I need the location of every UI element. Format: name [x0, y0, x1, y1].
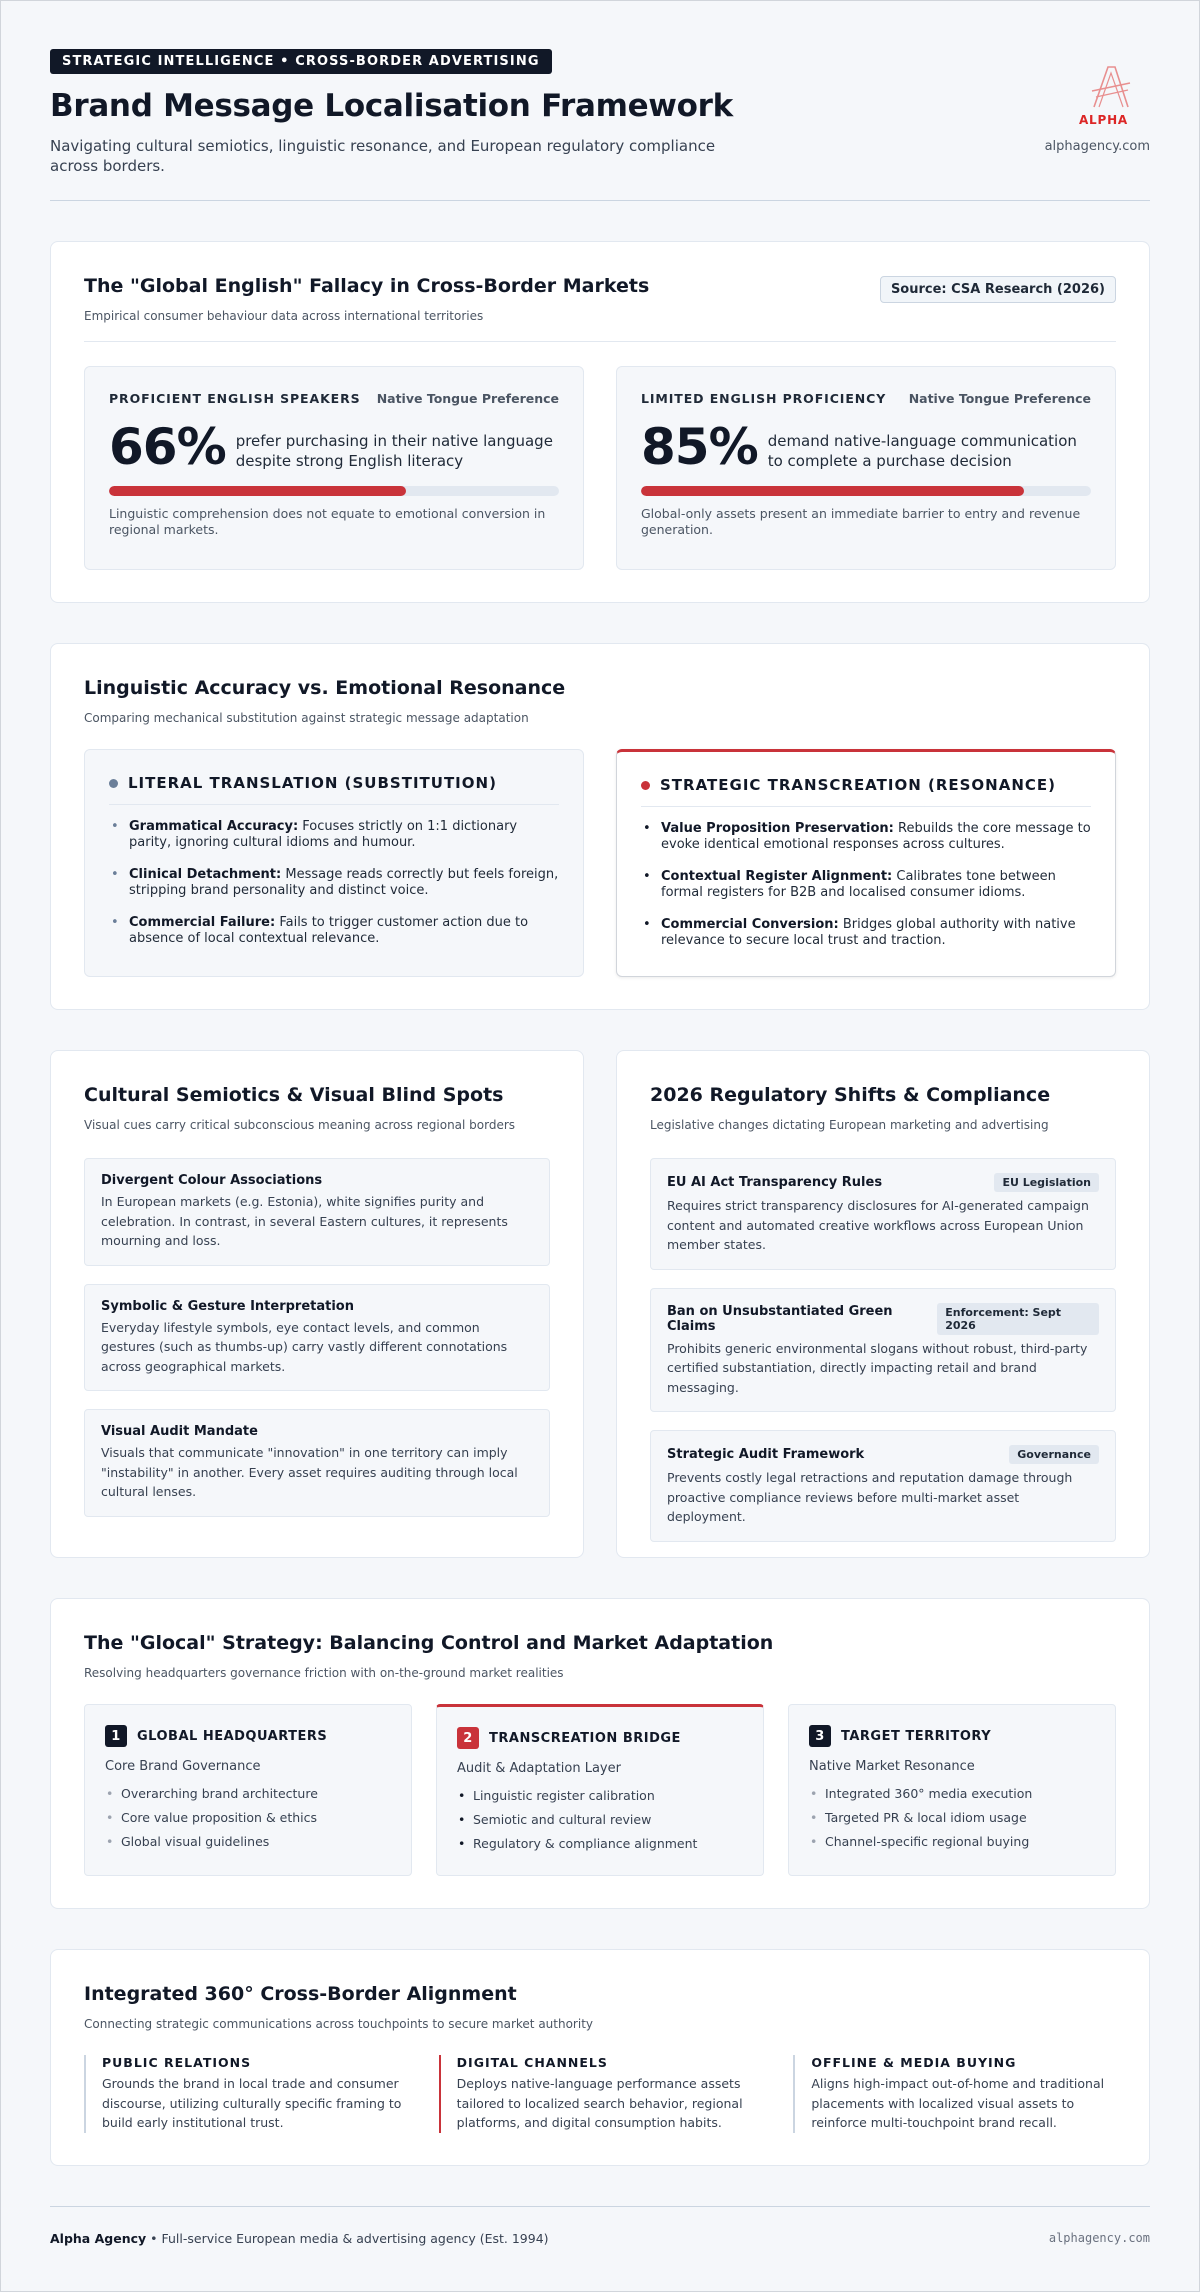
- agency-logo[interactable]: [1020, 63, 1150, 154]
- column-title: TARGET TERRITORY: [841, 1728, 992, 1744]
- regulatory-card: [616, 1050, 1150, 1558]
- info-badge: Governance: [1009, 1445, 1099, 1464]
- stat-description: demand native-language communication to complete a purchase decision: [767, 432, 1077, 470]
- stat-note: Global-only assets present an immediate barrier to entry and revenue generation.: [641, 506, 1081, 537]
- card-subtitle: Empirical consumer behaviour data across international territories: [84, 309, 484, 323]
- info-title: EU AI Act Transparency Rules: [667, 1175, 883, 1190]
- box-heading: STRATEGIC TRANSCREATION (RESONANCE): [660, 776, 1057, 794]
- info-box: [650, 1158, 1116, 1270]
- card-subtitle: Comparing mechanical substitution against strategic message adaptation: [84, 711, 529, 725]
- footer-info: [50, 2231, 549, 2246]
- info-text: In European markets (e.g. Estonia), white signifies purity and celebration. In contrast, in several Eastern cultures, it represents mourning and loss.: [101, 1194, 508, 1248]
- red-dot-icon: [641, 781, 650, 790]
- list-item: • Grammatical Accuracy: Focuses strictly on 1:1 dictionary parity, ignoring cultural idioms and humour.: [109, 819, 559, 851]
- card-title: 2026 Regulatory Shifts & Compliance: [650, 1084, 1051, 1106]
- channel-title: DIGITAL CHANNELS: [456, 2055, 608, 2070]
- stat-label: LIMITED ENGLISH PROFICIENCY: [641, 391, 887, 406]
- list-item: • Regulatory & compliance alignment: [457, 1836, 743, 1851]
- progress-bar: [641, 486, 1091, 496]
- info-text: Everyday lifestyle symbols, eye contact levels, and common gestures (such as thumbs-up) carry vastly different connotations across geographical markets.: [101, 1319, 508, 1374]
- card-title: Linguistic Accuracy vs. Emotional Resonance: [84, 677, 566, 699]
- info-title: Strategic Audit Framework: [667, 1447, 865, 1462]
- info-text: Prevents costly legal retractions and reputation damage through proactive compliance reviews before multi-market asset deployment.: [667, 1470, 1073, 1524]
- channel-digital: [439, 2055, 762, 2133]
- list-item: • Commercial Conversion: Bridges global authority with native relevance to secure local trust and traction.: [641, 917, 1091, 949]
- card-subtitle: Legislative changes dictating European marketing and advertising: [650, 1118, 1049, 1132]
- info-box: [650, 1430, 1116, 1542]
- card-title: Integrated 360° Cross-Border Alignment: [84, 1983, 517, 2005]
- progress-bar: [109, 486, 559, 496]
- page-header: [50, 49, 1150, 201]
- accuracy-resonance-card: [50, 643, 1150, 1010]
- stat-card-proficient: [84, 366, 584, 570]
- progress-bar-fill: [109, 486, 406, 496]
- channel-public-relations: [84, 2055, 407, 2133]
- column-title: TRANSCREATION BRIDGE: [489, 1730, 681, 1746]
- strategic-transcreation-box: [616, 749, 1116, 977]
- footer-url[interactable]: alphagency.com: [1048, 2230, 1150, 2245]
- channel-text: Aligns high-impact out-of-home and traditional placements with localized visual assets to reinforce multi-touchpoint brand recall.: [811, 2076, 1105, 2130]
- info-text: Visuals that communicate "innovation" in one territory can imply "instability" in another. Every asset requires auditing through local cultural lenses.: [101, 1445, 518, 1499]
- channel-title: OFFLINE & MEDIA BUYING: [811, 2055, 1017, 2070]
- header-url[interactable]: alphagency.com: [1044, 139, 1150, 154]
- card-subtitle: Connecting strategic communications across touchpoints to secure market authority: [84, 2017, 594, 2031]
- card-title: Cultural Semiotics & Visual Blind Spots: [84, 1084, 504, 1106]
- info-badge: Enforcement: Sept 2026: [937, 1303, 1099, 1335]
- page-footer: [50, 2206, 1150, 2246]
- stat-preference: Native Tongue Preference: [376, 391, 559, 406]
- global-english-card: [50, 241, 1150, 603]
- info-title: Ban on Unsubstantiated Green Claims: [667, 1303, 893, 1334]
- column-title: GLOBAL HEADQUARTERS: [137, 1728, 328, 1744]
- glocal-column-bridge: [436, 1704, 764, 1876]
- list-item: • Semiotic and cultural review: [457, 1812, 743, 1827]
- channel-title: PUBLIC RELATIONS: [102, 2055, 252, 2070]
- glocal-column-territory: [788, 1704, 1116, 1876]
- literal-translation-box: [84, 749, 584, 977]
- info-text: Requires strict transparency disclosures for AI-generated campaign content and automated creative workflows across European Union member states.: [667, 1198, 1089, 1252]
- glocal-strategy-card: [50, 1598, 1150, 1909]
- column-subtitle: Native Market Resonance: [809, 1759, 975, 1774]
- category-tag: STRATEGIC INTELLIGENCE • CROSS-BORDER ADVERTISING: [50, 49, 552, 74]
- stat-description: prefer purchasing in their native language despite strong English literacy: [235, 432, 553, 470]
- stat-card-limited: [616, 366, 1116, 570]
- progress-bar-fill: [641, 486, 1024, 496]
- channel-text: Grounds the brand in local trade and consumer discourse, utilizing culturally specific framing to build early institutional trust.: [102, 2076, 402, 2130]
- grey-dot-icon: [109, 779, 118, 788]
- list-item: • Clinical Detachment: Message reads correctly but feels foreign, stripping brand personality and distinct voice.: [109, 867, 559, 899]
- list-item: • Linguistic register calibration: [457, 1788, 743, 1803]
- card-subtitle: Resolving headquarters governance friction with on-the-ground market realities: [84, 1666, 564, 1680]
- list-item: • Global visual guidelines: [105, 1834, 391, 1849]
- divider: [84, 341, 1116, 342]
- glocal-column-headquarters: [84, 1704, 412, 1876]
- footer-tagline: • Full-service European media & advertising agency (Est. 1994): [146, 2230, 549, 2246]
- source-badge: Source: CSA Research (2026): [880, 276, 1116, 303]
- channel-offline: [793, 2055, 1116, 2133]
- info-text: Prohibits generic environmental slogans without robust, third-party certified substantiation, directly impacting retail and brand messaging.: [667, 1340, 1088, 1395]
- info-box: [650, 1288, 1116, 1413]
- info-box: [84, 1158, 550, 1266]
- stat-label: PROFICIENT ENGLISH SPEAKERS: [109, 391, 361, 406]
- step-number: 3: [809, 1725, 831, 1747]
- info-title: Divergent Colour Associations: [101, 1173, 323, 1188]
- list-item: • Overarching brand architecture: [105, 1786, 391, 1801]
- info-title: Visual Audit Mandate: [101, 1424, 258, 1439]
- card-title: The "Global English" Fallacy in Cross-Border Markets: [84, 275, 650, 297]
- page: [1, 1, 1199, 2246]
- alpha-logo-icon: [1088, 63, 1134, 111]
- footer-brand: Alpha Agency: [50, 2230, 147, 2246]
- page-subtitle: Navigating cultural semiotics, linguistic resonance, and European regulatory compliance across borders.: [50, 137, 716, 175]
- step-number: 1: [105, 1725, 127, 1747]
- column-subtitle: Audit & Adaptation Layer: [457, 1761, 621, 1776]
- info-badge: EU Legislation: [994, 1173, 1099, 1192]
- list-item: • Contextual Register Alignment: Calibrates tone between formal registers for B2B and localised consumer idioms.: [641, 869, 1091, 901]
- info-box: [84, 1409, 550, 1517]
- integrated-alignment-card: [50, 1949, 1150, 2166]
- page-title: Brand Message Localisation Framework: [50, 88, 733, 124]
- semiotics-card: [50, 1050, 584, 1558]
- card-subtitle: Visual cues carry critical subconscious meaning across regional borders: [84, 1118, 516, 1132]
- list-item: • Core value proposition & ethics: [105, 1810, 391, 1825]
- list-item: • Value Proposition Preservation: Rebuilds the core message to evoke identical emotional responses across cultures.: [641, 821, 1091, 853]
- stat-note: Linguistic comprehension does not equate to emotional conversion in regional markets.: [109, 506, 546, 537]
- list-item: • Channel-specific regional buying: [809, 1834, 1095, 1849]
- list-item: • Integrated 360° media execution: [809, 1786, 1095, 1801]
- box-heading: LITERAL TRANSLATION (SUBSTITUTION): [128, 774, 497, 792]
- stat-percent: 66%: [109, 418, 226, 476]
- stat-preference: Native Tongue Preference: [908, 391, 1091, 406]
- info-box: [84, 1284, 550, 1392]
- list-item: • Targeted PR & local idiom usage: [809, 1810, 1095, 1825]
- column-subtitle: Core Brand Governance: [105, 1759, 261, 1774]
- list-item: • Commercial Failure: Fails to trigger customer action due to absence of local contextual relevance.: [109, 915, 559, 947]
- info-title: Symbolic & Gesture Interpretation: [101, 1298, 354, 1314]
- card-title: The "Glocal" Strategy: Balancing Control and Market Adaptation: [84, 1632, 774, 1654]
- channel-text: Deploys native-language performance assets tailored to localized search behavior, regional platforms, and digital consumption habits.: [456, 2076, 743, 2130]
- step-number: 2: [457, 1727, 479, 1749]
- logo-text: ALPHA: [1078, 113, 1128, 127]
- stat-percent: 85%: [641, 418, 758, 476]
